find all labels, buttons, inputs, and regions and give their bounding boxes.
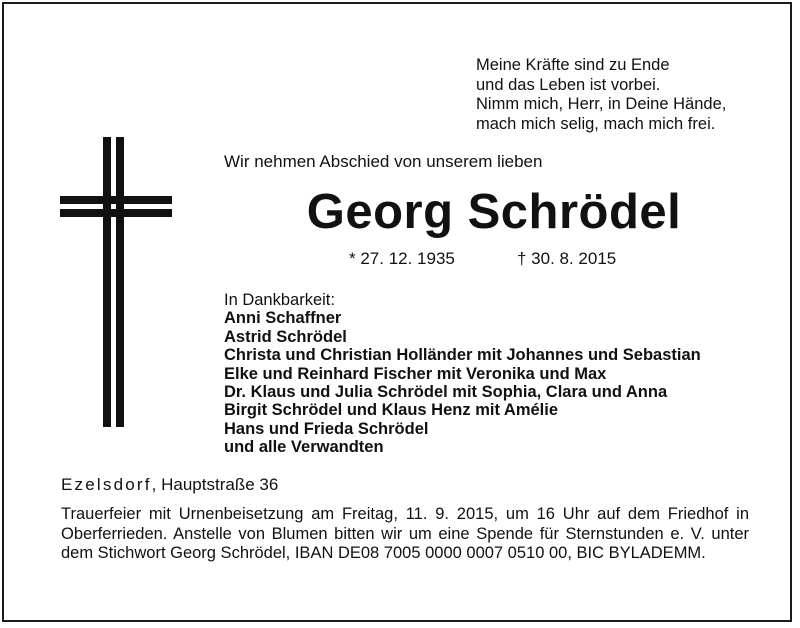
- death-date: † 30. 8. 2015: [517, 249, 617, 268]
- address-street: , Hauptstraße 36: [151, 475, 279, 494]
- cross-horizontal-bar-bottom: [60, 209, 172, 217]
- mourners-intro: In Dankbarkeit:: [224, 291, 335, 309]
- intro-text: Wir nehmen Abschied von unserem lieben: [224, 152, 543, 171]
- mourner-name: Anni Schaffner: [224, 309, 342, 328]
- verse-line: und das Leben ist vorbei.: [476, 75, 661, 94]
- mourner-name: Christa und Christian Holländer mit Johannes und Sebastian: [224, 346, 701, 365]
- mourners-list: [224, 291, 701, 457]
- address-place: Ezelsdorf: [61, 475, 152, 494]
- mourner-name: und alle Verwandten: [224, 438, 384, 457]
- verse-line: mach mich selig, mach mich frei.: [476, 114, 716, 133]
- funeral-details: Trauerfeier mit Urnenbeisetzung am Freitag, 11. 9. 2015, um 16 Uhr auf dem Friedhof in Oberferrieden. Anstelle von Blumen bitten wir um eine Spende für Sternstunden e. V. unter dem Stichwort Georg Schrödel, IBAN DE08 7005 0000 0007 0510 00, BIC BYLADEMM.: [61, 505, 749, 562]
- obituary-notice: [2, 2, 792, 622]
- mourner-name: Elke und Reinhard Fischer mit Veronika und Max: [224, 364, 607, 383]
- birth-date: * 27. 12. 1935: [349, 249, 455, 268]
- cross-icon: [60, 137, 172, 427]
- mourner-name: Astrid Schrödel: [224, 327, 347, 346]
- cross-vertical-bar-left: [103, 137, 111, 427]
- deceased-name: Georg Schrödel: [306, 185, 682, 239]
- cross-vertical-bar-right: [116, 137, 124, 427]
- address: [61, 475, 278, 495]
- mourner-name: Dr. Klaus und Julia Schrödel mit Sophia, Clara und Anna: [224, 383, 668, 402]
- verse-line: Nimm mich, Herr, in Deine Hände,: [476, 95, 727, 113]
- mourner-name: Birgit Schrödel und Klaus Henz mit Amélie: [224, 401, 559, 420]
- cross-horizontal-bar-top: [60, 196, 172, 204]
- verse-line: Meine Kräfte sind zu Ende: [476, 56, 670, 74]
- verse: [476, 56, 726, 134]
- mourner-name: Hans und Frieda Schrödel: [224, 419, 429, 438]
